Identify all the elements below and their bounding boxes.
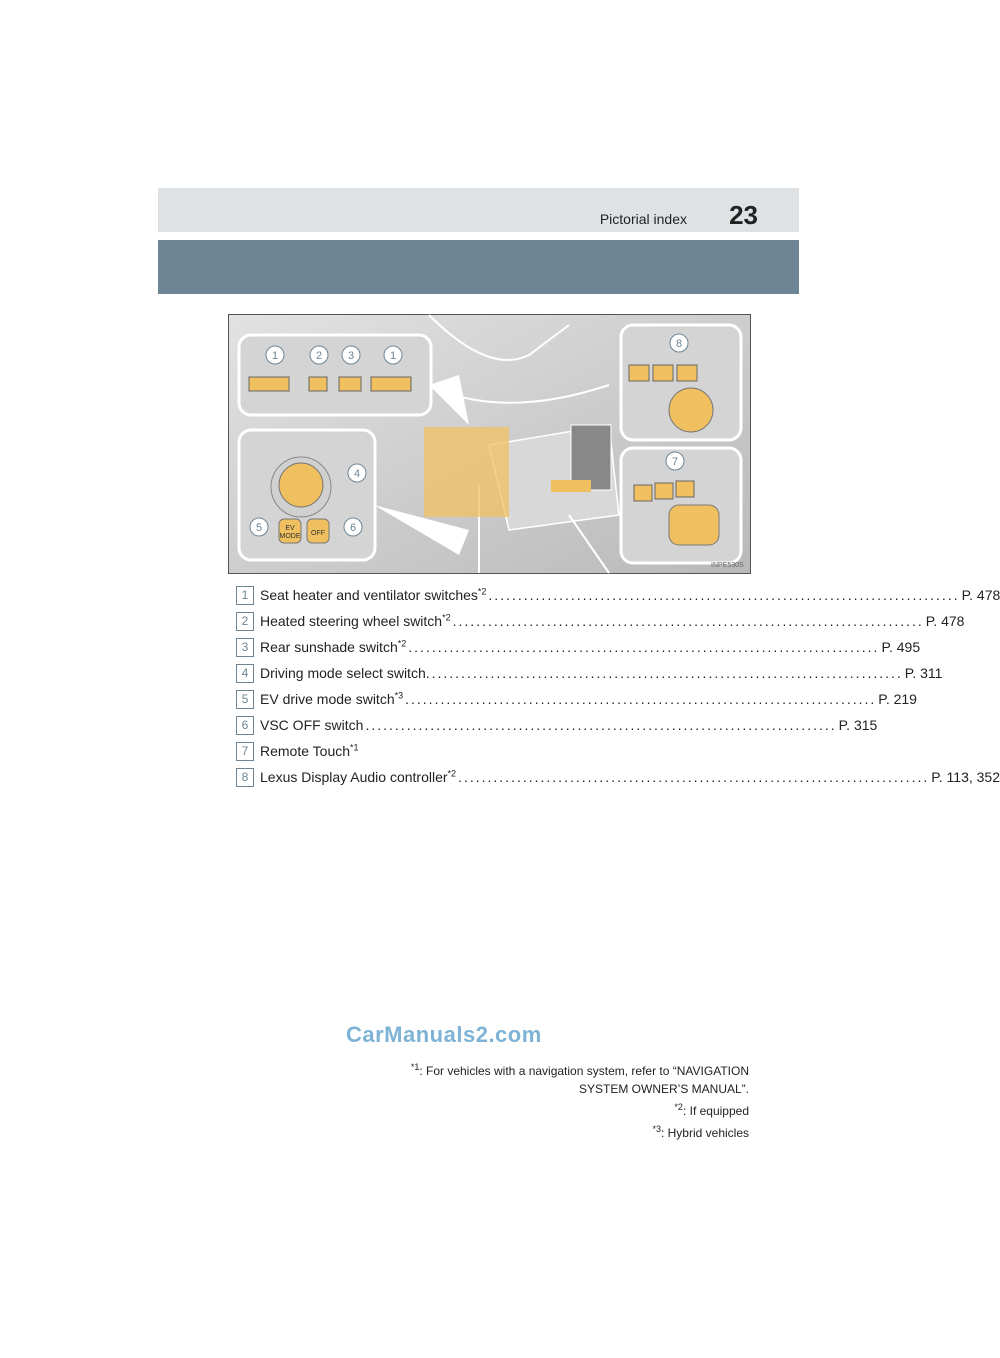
ev-button-sublabel: MODE <box>279 533 301 540</box>
remote-touch-pad <box>669 505 719 545</box>
footnote-3: $^{*3}$: Hybrid vehicles <box>652 1124 749 1140</box>
item-footnote-mark: *2 <box>477 586 487 597</box>
list-item: 1 Seat heater and ventilator switches$^{*2}$ ................................................................................ P. 478 <box>236 582 726 608</box>
item-number: 8 <box>236 768 254 787</box>
vsc-button-label: OFF <box>311 530 325 537</box>
footnote-1: $^{*1}$: For vehicles with a navigation system, refer to “NAVIGATION <box>410 1062 749 1078</box>
footnote-1-cont: SYSTEM OWNER’S MANUAL”. <box>578 1082 749 1096</box>
list-item: 8 Lexus Display Audio controller$^{*2}$ ................................................................................ P. 113, 352 <box>236 764 726 790</box>
item-page-ref[interactable]: P. 478 <box>925 613 965 629</box>
item-footnote-mark: *1 <box>350 742 359 753</box>
footnote-2: $^{*2}$: If equipped <box>674 1102 749 1118</box>
footnotes <box>411 1058 749 1142</box>
item-label: Lexus Display Audio controller <box>260 769 448 785</box>
pictorial-figure <box>228 314 751 574</box>
item-number: 4 <box>236 664 254 683</box>
item-number: 7 <box>236 742 254 761</box>
item-label: VSC OFF switch <box>260 717 364 733</box>
callout-1a: 1 <box>271 350 279 362</box>
item-label: Remote Touch <box>260 743 351 759</box>
center-console-highlight <box>424 427 509 517</box>
callout-8: 8 <box>675 338 683 350</box>
seat-switch-inset <box>239 335 431 415</box>
item-page-ref[interactable]: P. 311 <box>904 665 943 681</box>
item-footnote-mark: *2 <box>442 612 451 623</box>
item-label: EV drive mode switch <box>260 691 395 707</box>
list-item: 6 VSC OFF switch ................................................................................ P. 315 <box>236 712 726 738</box>
item-footnote-mark: *2 <box>447 768 457 779</box>
page-header <box>158 188 799 232</box>
item-footnote-mark: *2 <box>397 638 407 649</box>
callout-2: 2 <box>315 350 323 362</box>
item-page-ref[interactable]: P. 113, 352 <box>931 769 1000 785</box>
dashboard-illustration <box>229 315 750 573</box>
list-item: 5 EV drive mode switch$^{*3}$ ................................................................................ P. 219 <box>236 686 726 712</box>
section-title: Pictorial index <box>599 211 687 227</box>
image-code: INPE530S <box>711 562 744 569</box>
item-label: Driving mode select switch. <box>260 665 430 681</box>
list-item: 2 Heated steering wheel switch$^{*2}$ ................................................................................ P. 478 <box>236 608 726 634</box>
callout-1b: 1 <box>389 350 397 362</box>
list-item: 4 Driving mode select switch. ................................................................................ P. 311 <box>236 660 726 686</box>
item-page-ref[interactable]: P. 315 <box>838 717 878 733</box>
item-number: 1 <box>236 586 254 605</box>
item-page-ref[interactable]: P. 478 <box>961 587 1000 603</box>
callout-7: 7 <box>671 456 679 468</box>
ev-button-label: EV <box>285 525 295 532</box>
item-footnote-mark: *3 <box>394 690 404 701</box>
page-number: 23 <box>729 200 758 230</box>
callout-5: 5 <box>255 522 263 534</box>
list-item <box>236 738 726 764</box>
item-number: 5 <box>236 690 254 709</box>
item-number: 6 <box>236 716 254 735</box>
section-band <box>158 240 799 294</box>
list-item: 3 Rear sunshade switch$^{*2}$ ................................................................................ P. 495 <box>236 634 726 660</box>
item-page-ref[interactable]: P. 219 <box>878 691 917 707</box>
item-label: Heated steering wheel switch <box>260 613 443 629</box>
callout-3: 3 <box>347 350 355 362</box>
index-list <box>236 582 1000 790</box>
item-label: Rear sunshade switch <box>260 639 398 655</box>
watermark[interactable]: CarManuals2.com <box>346 1022 542 1047</box>
item-label: Seat heater and ventilator switches <box>260 587 478 603</box>
callout-6: 6 <box>349 522 357 534</box>
display-audio-knob <box>669 388 713 432</box>
item-page-ref[interactable]: P. 495 <box>881 639 921 655</box>
item-number: 2 <box>236 612 254 631</box>
callout-4: 4 <box>353 468 361 480</box>
drive-mode-knob <box>279 463 323 507</box>
item-number: 3 <box>236 638 254 657</box>
